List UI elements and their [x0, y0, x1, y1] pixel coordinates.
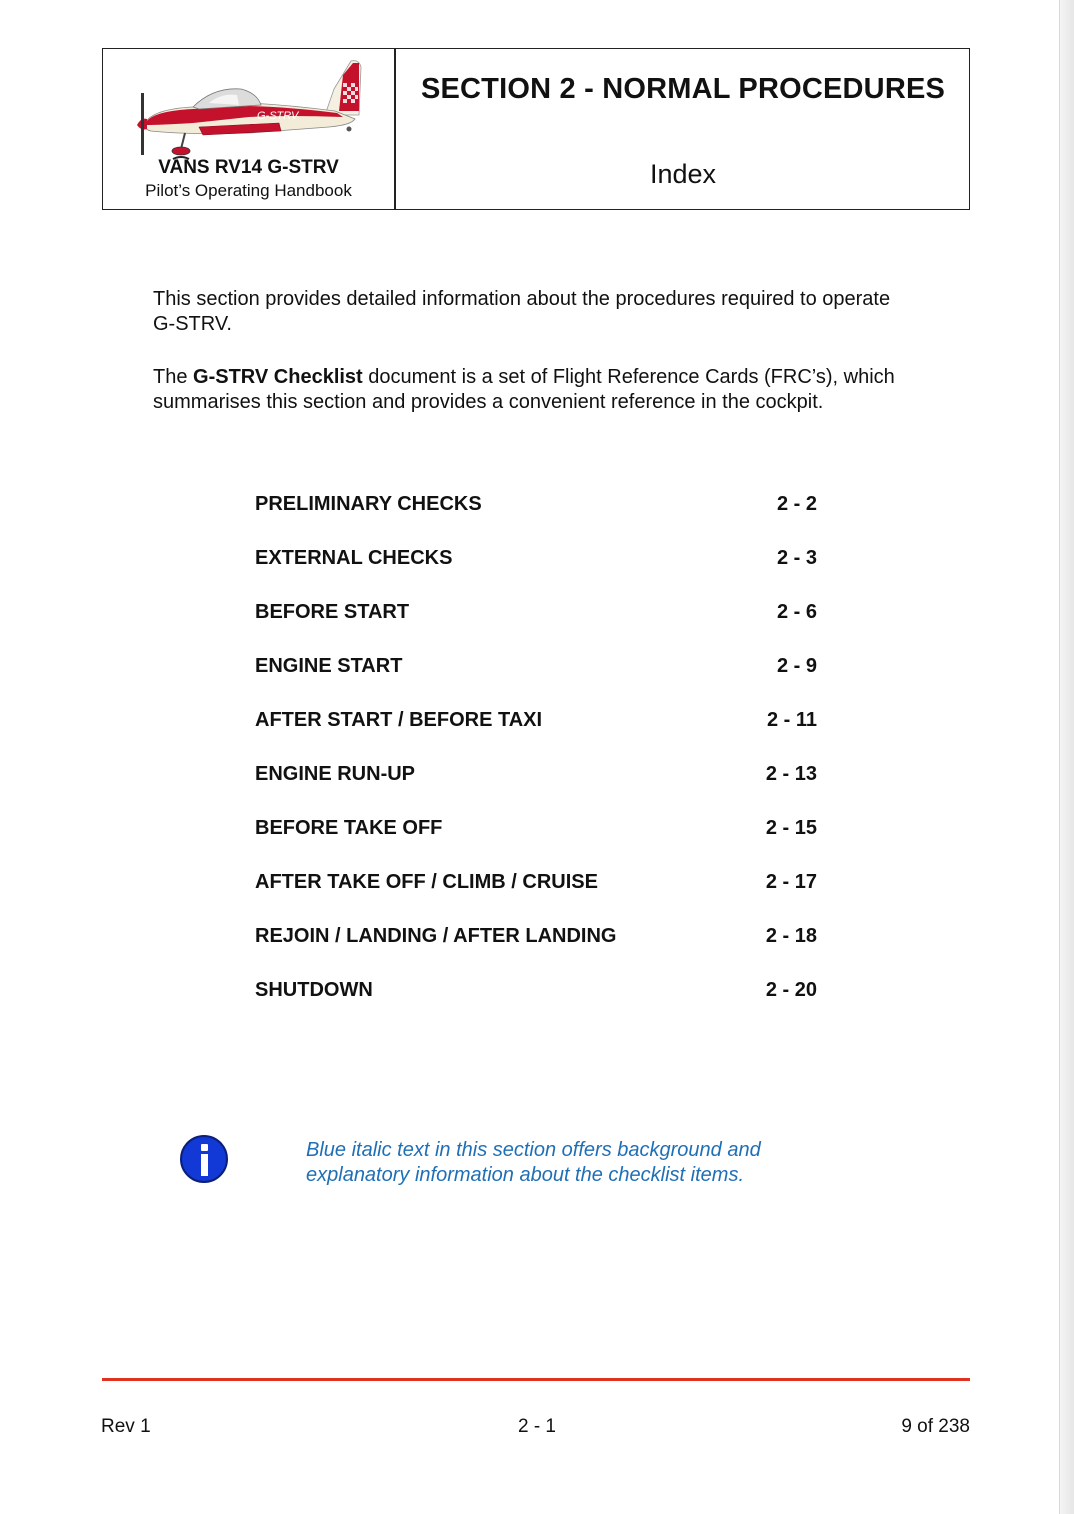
- footer-divider: [102, 1378, 970, 1381]
- toc-row[interactable]: [255, 979, 820, 1033]
- toc-row[interactable]: [255, 547, 820, 601]
- toc-row[interactable]: [255, 655, 820, 709]
- toc-page: 2 - 15: [765, 817, 817, 839]
- document-header: [102, 48, 970, 210]
- toc-title: EXTERNAL CHECKS: [255, 547, 453, 569]
- toc-page: 2 - 9: [776, 655, 817, 677]
- toc-title: AFTER START / BEFORE TAXI: [255, 709, 543, 731]
- aircraft-illustration: [129, 53, 369, 163]
- footer-page-label: 2 - 1: [517, 1416, 557, 1437]
- toc-row[interactable]: [255, 493, 820, 547]
- page-edge: [1059, 0, 1074, 1514]
- toc-title: BEFORE TAKE OFF: [255, 817, 443, 839]
- handbook-name: Pilot’s Operating Handbook: [145, 181, 352, 200]
- table-of-contents: [255, 493, 820, 1033]
- toc-page: 2 - 6: [776, 601, 817, 623]
- toc-row[interactable]: [255, 601, 820, 655]
- toc-title: REJOIN / LANDING / AFTER LANDING: [255, 925, 617, 947]
- intro-text-2: [153, 365, 913, 415]
- toc-title: ENGINE RUN-UP: [255, 763, 416, 785]
- aircraft-name: VANS RV14 G-STRV: [158, 157, 339, 178]
- toc-page: 2 - 2: [776, 493, 817, 515]
- toc-row[interactable]: [255, 709, 820, 763]
- toc-page: 2 - 13: [765, 763, 817, 785]
- section-title: SECTION 2 - NORMAL PROCEDURES: [420, 73, 946, 105]
- toc-page: 2 - 17: [765, 871, 817, 893]
- toc-page: 2 - 11: [766, 709, 817, 731]
- toc-row[interactable]: [255, 817, 820, 871]
- toc-title: AFTER TAKE OFF / CLIMB / CRUISE: [255, 871, 598, 893]
- toc-row[interactable]: [255, 925, 820, 979]
- intro-prefix: The: [153, 366, 194, 388]
- svg-text:G-STRV: G-STRV: [257, 110, 299, 122]
- checklist-doc-name: G-STRV Checklist: [193, 366, 363, 388]
- intro-rest: document is a set of Flight Reference Cards (FRC’s), which summarises this section and provides a convenient reference in the cockpit.: [153, 366, 895, 413]
- toc-row[interactable]: [255, 871, 820, 925]
- toc-page: 2 - 20: [765, 979, 817, 1001]
- toc-row[interactable]: [255, 763, 820, 817]
- toc-page: 2 - 18: [765, 925, 817, 947]
- info-icon: [180, 1135, 228, 1183]
- intro-paragraph-1: [153, 287, 913, 337]
- footer-page-count: 9 of 238: [901, 1416, 970, 1437]
- toc-title: ENGINE START: [255, 655, 403, 677]
- aircraft-logo: [103, 49, 394, 209]
- toc-title: SHUTDOWN: [255, 979, 373, 1001]
- intro-paragraph-2: [153, 365, 913, 415]
- section-subtitle: Index: [649, 159, 717, 189]
- info-note: Blue italic text in this section offers background and explanatory information about the checklist items.: [306, 1139, 761, 1186]
- toc-title: PRELIMINARY CHECKS: [255, 493, 482, 515]
- intro-text-1: This section provides detailed information about the procedures required to operate G-STRV.: [153, 288, 891, 335]
- toc-page: 2 - 3: [776, 547, 817, 569]
- footer-revision: Rev 1: [101, 1416, 151, 1437]
- toc-title: BEFORE START: [255, 601, 410, 623]
